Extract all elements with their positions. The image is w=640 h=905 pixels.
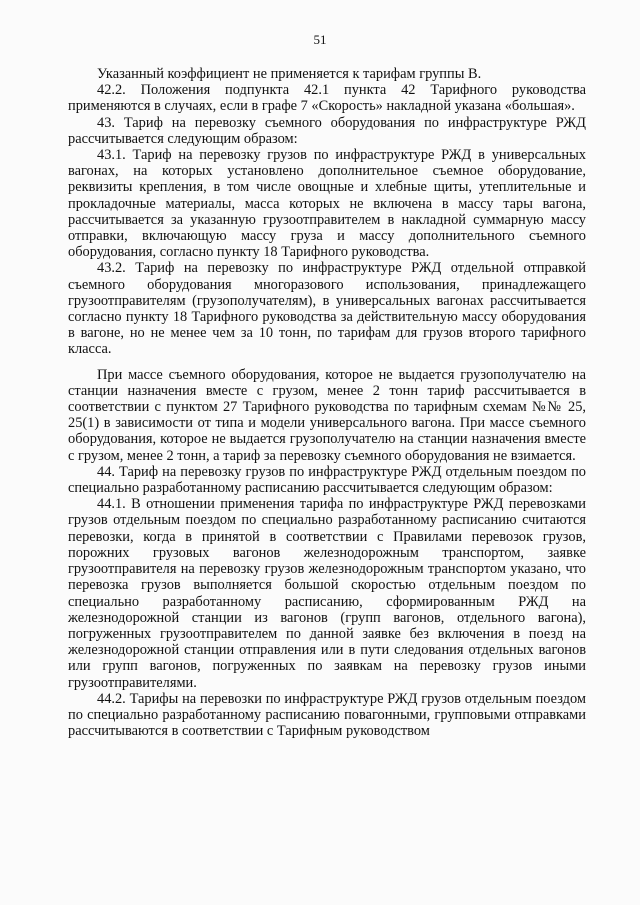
- document-body: [68, 66, 586, 739]
- paragraph-42-2: 42.2. Положения подпункта 42.1 пункта 42 Тарифного руководства применяются в случаях, если в графе 7 «Скорость» накладной указана «большая».: [68, 82, 586, 115]
- paragraph-43-2-continued: При массе съемного оборудования, которое не выдается грузополучателю на станции назначения вместе с грузом, менее 2 тонн тариф рассчитывается в соответствии с пунктом 27 Тарифного руководства по тарифным схемам №№ 25, 25(1) в зависимости от типа и модели универсального вагона. При массе съемного оборудования, которое не выдается грузополучателю на станции назначения вместе с грузом, менее 2 тонн, а тариф за перевозку съемного оборудования не взимается.: [68, 366, 586, 464]
- paragraph-44-1: 44.1. В отношении применения тарифа по инфраструктуре РЖД перевозками грузов отдельным поездом по специально разработанному расписанию считаются перевозки, когда в принятой в соответствии с Правилами перевозок грузов, порожних грузовых вагонов железнодорожным транспортом, заявке грузоотправителя на перевозку грузов железнодорожным транспортом указано, что перевозка грузов выполняется большой скоростью отдельным поездом по специально разработанному расписанию, сформированным РЖД на железнодорожной станции из вагонов (групп вагонов, отдельного вагона), погруженных грузоотправителем по данной заявке без включения в поезд на железнодорожной станции отправления или в пути следования отдельных вагонов или групп вагонов, погруженных по заявкам на перевозку грузов иными грузоотправителями.: [68, 496, 586, 691]
- paragraph-43-1: 43.1. Тариф на перевозку грузов по инфраструктуре РЖД в универсальных вагонах, на которых установлено дополнительное съемное оборудование, реквизиты крепления, в том числе овощные и хлебные щиты, утеплительные и прокладочные материалы, масса которых не включена в массу тары вагона, рассчитывается за указанную грузоотправителем в накладной суммарную массу отправки, включающую массу груза и массу дополнительного съемного оборудования, согласно пункту 18 Тарифного руководства.: [68, 147, 586, 261]
- paragraph-coefficient-note: Указанный коэффициент не применяется к тарифам группы В.: [97, 66, 482, 82]
- page-number: 51: [313, 32, 327, 47]
- paragraph-43-2: 43.2. Тариф на перевозку по инфраструктуре РЖД отдельной отправкой съемного оборудования многоразового использования, принадлежащего грузоотправителям (грузополучателям), в универсальных вагонах рассчитывается согласно пункту 18 Тарифного руководства за действительную массу оборудования в вагоне, но не менее чем за 10 тонн, по тарифам для грузов второго тарифного класса.: [68, 260, 586, 358]
- paragraph-44-2: 44.2. Тарифы на перевозки по инфраструктуре РЖД грузов отдельным поездом по специально разработанному расписанию повагонными, групповыми отправками рассчитываются в соответствии с Тарифным руководством: [68, 690, 586, 740]
- paragraph-44: 44. Тариф на перевозку грузов по инфраструктуре РЖД отдельным поездом по специально разработанному расписанию рассчитывается следующим образом:: [68, 463, 586, 497]
- paragraph-43: 43. Тариф на перевозку съемного оборудования по инфраструктуре РЖД рассчитывается следующим образом:: [68, 114, 586, 147]
